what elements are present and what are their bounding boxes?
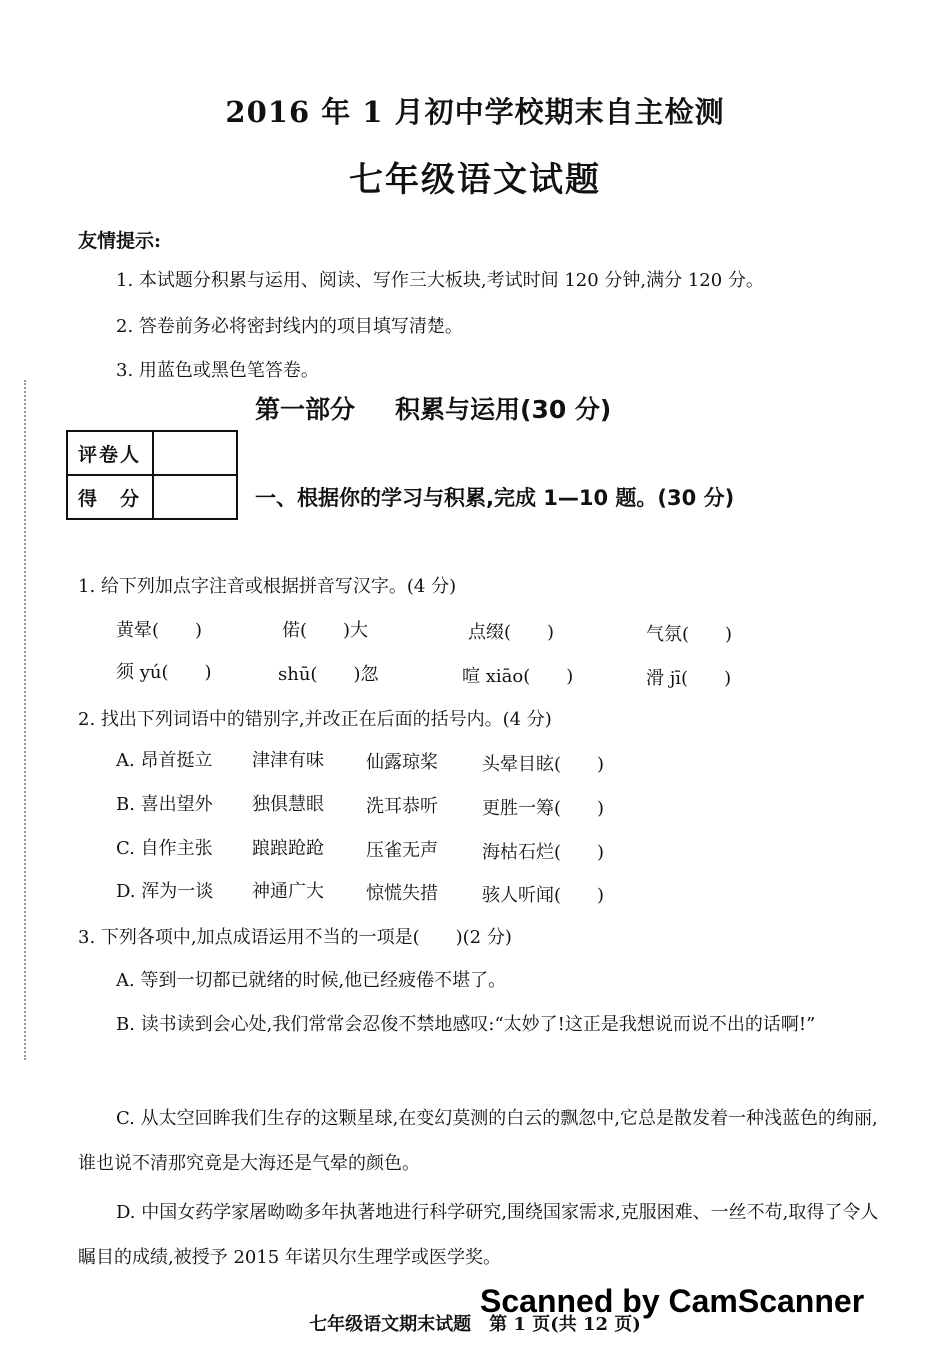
q2-word: C. 自作主张 bbox=[116, 838, 213, 859]
q2-word: 仙露琼桨 bbox=[366, 752, 438, 773]
q2-word: A. 昂首挺立 bbox=[116, 750, 213, 771]
part-title bbox=[255, 390, 611, 426]
q2-word: 骇人听闻( ) bbox=[482, 885, 605, 906]
q2-word: 头晕目眩( ) bbox=[482, 754, 605, 775]
q2-word: 惊慌失措 bbox=[366, 883, 438, 904]
q2-word: B. 喜出望外 bbox=[116, 794, 213, 815]
q2-word: D. 浑为一谈 bbox=[116, 881, 214, 902]
page-footer: 七年级语文期末试题 第 1 页(共 12 页) bbox=[309, 1314, 641, 1335]
q3-option-c: C. 从太空回眸我们生存的这颗星球,在变幻莫测的白云的飘忽中,它总是散发着一种浅蓝色的绚丽,谁也说不清那究竟是大海还是气晕的颜色。 bbox=[78, 1108, 878, 1174]
q1-item: 黄晕( ) bbox=[116, 620, 203, 641]
reviewer-label: 评卷人 bbox=[67, 431, 153, 475]
score-label: 得 分 bbox=[67, 475, 153, 519]
tip-item: 1. 本试题分积累与运用、阅读、写作三大板块,考试时间 120 分钟,满分 120 分。 bbox=[116, 270, 764, 291]
q1-item: 气氛( ) bbox=[646, 624, 733, 645]
q1-item: 喧 xiāo( ) bbox=[462, 666, 574, 687]
q2-word: 压雀无声 bbox=[366, 840, 438, 861]
q2-word: 踉踉跄跄 bbox=[252, 838, 324, 859]
tips-heading: 友情提示: bbox=[78, 230, 162, 252]
tip-item: 2. 答卷前务必将密封线内的项目填写清楚。 bbox=[116, 316, 463, 337]
q1-item: shū( )忽 bbox=[278, 664, 379, 685]
q2-word: 更胜一筹( ) bbox=[482, 798, 605, 819]
q2-word: 洗耳恭听 bbox=[366, 796, 438, 817]
seal-line bbox=[24, 380, 28, 1060]
section-title: 一、根据你的学习与积累,完成 1—10 题。(30 分) bbox=[255, 486, 735, 510]
q2-word: 独俱慧眼 bbox=[252, 794, 324, 815]
q1-item: 点缀( ) bbox=[468, 622, 555, 643]
q3-option-b: B. 读书读到会心处,我们常常会忍俊不禁地感叹:“太妙了!这正是我想说而说不出的话啊!” bbox=[116, 1014, 816, 1035]
reviewer-field[interactable] bbox=[153, 431, 237, 475]
q2-word: 津津有味 bbox=[252, 750, 324, 771]
exam-title: 2016 年 1 月初中学校期末自主检测 bbox=[225, 95, 725, 129]
question-1-stem: 1. 给下列加点字注音或根据拼音写汉字。(4 分) bbox=[78, 576, 457, 597]
q3-option-d: D. 中国女药学家屠呦呦多年执著地进行科学研究,围绕国家需求,克服困难、一丝不苟,取得了令人瞩目的成绩,被授予 2015 年诺贝尔生理学或医学奖。 bbox=[78, 1202, 879, 1268]
q2-word: 神通广大 bbox=[252, 881, 324, 902]
question-2-stem: 2. 找出下列词语中的错别字,并改正在后面的括号内。(4 分) bbox=[78, 709, 552, 730]
scanner-watermark: Scanned by CamScanner bbox=[480, 1283, 865, 1319]
q2-word: 海枯石烂( ) bbox=[482, 842, 605, 863]
q1-item: 须 yú( ) bbox=[116, 662, 212, 683]
q1-item: 滑 jī( ) bbox=[646, 668, 732, 689]
q1-item: 偌( )大 bbox=[282, 620, 369, 641]
question-3-stem: 3. 下列各项中,加点成语运用不当的一项是( )(2 分) bbox=[78, 927, 512, 948]
q3-option-a: A. 等到一切都已就绪的时候,他已经疲倦不堪了。 bbox=[116, 970, 507, 991]
part-label: 第一部分 bbox=[255, 395, 356, 424]
tip-item: 3. 用蓝色或黑色笔答卷。 bbox=[116, 360, 319, 381]
score-field[interactable] bbox=[153, 475, 237, 519]
score-table bbox=[66, 430, 238, 520]
part-name: 积累与运用(30 分) bbox=[395, 395, 612, 424]
exam-subject-title: 七年级语文试题 bbox=[349, 160, 601, 200]
